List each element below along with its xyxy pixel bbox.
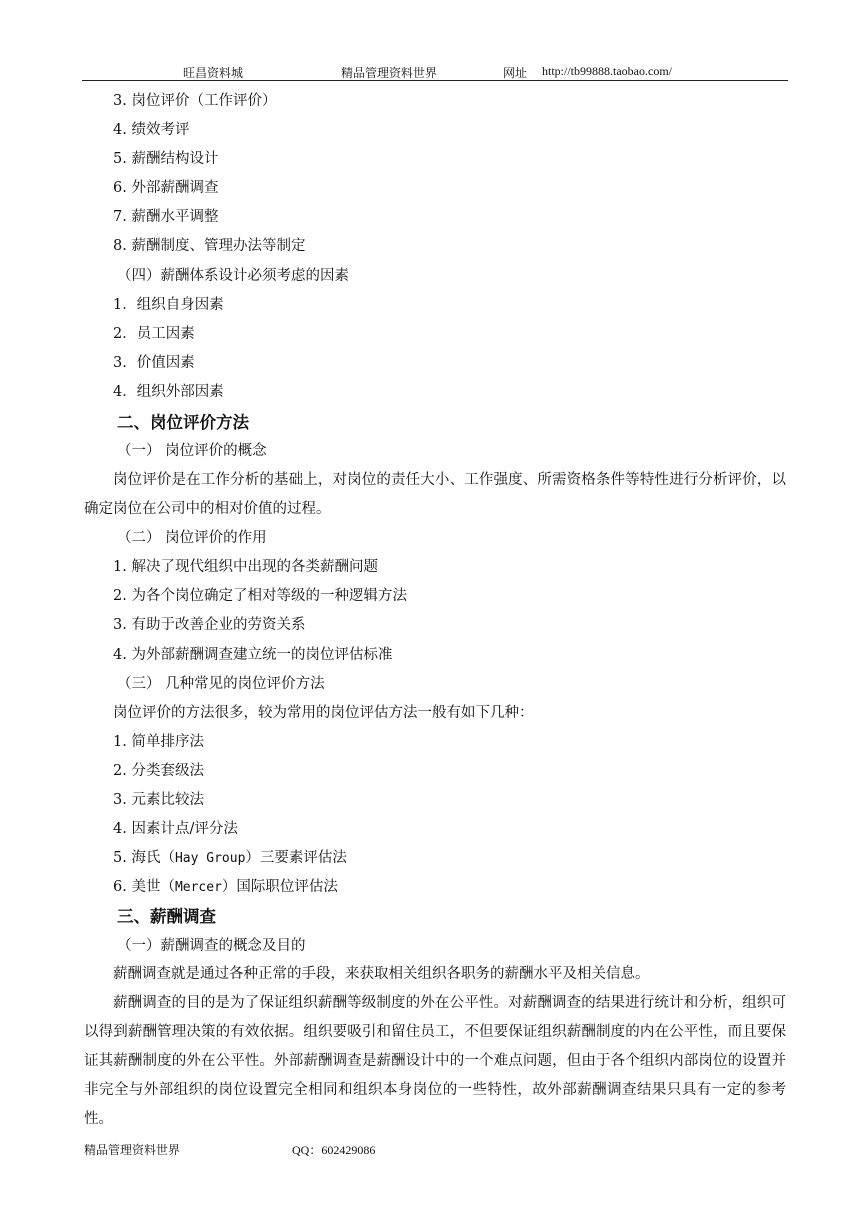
list-item-term: Hay Group	[174, 851, 246, 866]
list-item: 3. 有助于改善企业的劳资关系	[113, 617, 306, 633]
paragraph: 岗位评价是在工作分析的基础上，对岗位的责任大小、工作强度、所需资格条件等特性进行分析评价，以确定岗位在公司中的相对价值的过程。	[84, 472, 786, 517]
list-item: 3．价值因素	[113, 355, 195, 371]
footer-site-name: 精品管理资料世界	[84, 1143, 181, 1157]
list-item-prefix: 6. 美世（	[113, 879, 175, 895]
subsection-title: （四）薪酬体系设计必须考虑的因素	[117, 268, 349, 284]
list-item: 4. 因素计点/评分法	[113, 821, 238, 837]
list-item: 4. 绩效考评	[113, 122, 190, 138]
list-item: 7. 薪酬水平调整	[113, 209, 219, 225]
page-header	[0, 64, 868, 80]
list-item-prefix: 5. 海氏（	[113, 850, 175, 866]
subsection-title: （一） 岗位评价的概念	[117, 443, 267, 459]
list-item: 8. 薪酬制度、管理办法等制定	[113, 238, 306, 254]
subsection-title: （三） 几种常见的岗位评价方法	[117, 676, 325, 692]
list-item	[113, 848, 347, 868]
list-item-suffix: ）三要素评估法	[245, 850, 347, 866]
list-item: 1. 简单排序法	[113, 734, 204, 750]
list-item	[113, 877, 338, 897]
header-divider	[82, 80, 788, 81]
section-heading: 三、薪酬调查	[117, 907, 216, 926]
section-heading: 二、岗位评价方法	[117, 413, 249, 432]
list-item: 3. 元素比较法	[113, 792, 204, 808]
list-item: 5. 薪酬结构设计	[113, 151, 219, 167]
subsection-title: （二） 岗位评价的作用	[117, 530, 267, 546]
paragraph: 薪酬调查的目的是为了保证组织薪酬等级制度的外在公平性。对薪酬调查的结果进行统计和分析，组织可以得到薪酬管理决策的有效依据。组织要吸引和留住员工，不但要保证组织薪酬制度的内在公平性，而且要保证其薪酬制度的外在公平性。外部薪酬调查是薪酬设计中的一个难点问题，但由于各个组织内部岗位的设置并非完全与外部组织的岗位设置完全相同和组织本身岗位的一些特性，故外部薪酬调查结果只具有一定的参考性。	[84, 995, 786, 1127]
list-item: 1．组织自身因素	[113, 297, 224, 313]
footer-qq: QQ：602429086	[292, 1143, 376, 1157]
list-item: 6. 外部薪酬调查	[113, 180, 219, 196]
list-item: 2. 分类套级法	[113, 763, 204, 779]
header-url-label: 网址	[503, 66, 528, 80]
list-item: 2. 为各个岗位确定了相对等级的一种逻辑方法	[113, 588, 407, 604]
list-item: 4. 为外部薪酬调查建立统一的岗位评估标准	[113, 647, 393, 663]
list-item-suffix: ）国际职位评估法	[221, 879, 338, 895]
list-item: 1. 解决了现代组织中出现的各类薪酬问题	[113, 559, 378, 575]
subsection-title: （一）薪酬调查的概念及目的	[117, 938, 306, 954]
list-item-term: Mercer	[174, 880, 222, 895]
header-url-link[interactable]: http://tb99888.taobao.com/	[542, 64, 672, 78]
list-item: 3. 岗位评价（工作评价）	[113, 93, 277, 109]
list-item: 4．组织外部因素	[113, 384, 224, 400]
header-site-name: 旺昌资料城	[183, 66, 244, 80]
page-footer	[0, 1141, 868, 1157]
list-item: 2．员工因素	[113, 326, 195, 342]
paragraph: 岗位评价的方法很多，较为常用的岗位评估方法一般有如下几种：	[113, 705, 534, 721]
paragraph: 薪酬调查就是通过各种正常的手段，来获取相关组织各职务的薪酬水平及相关信息。	[113, 966, 650, 982]
header-tagline: 精品管理资料世界	[341, 66, 438, 80]
